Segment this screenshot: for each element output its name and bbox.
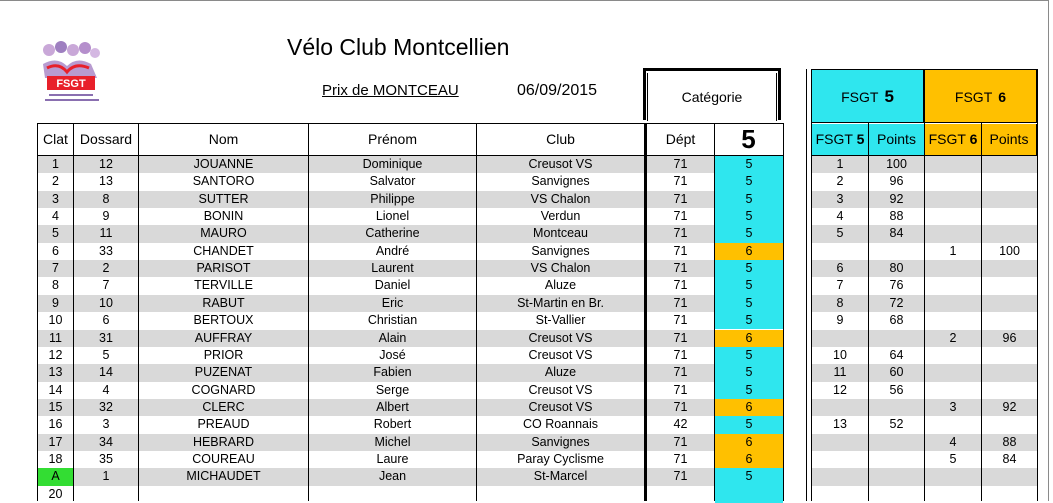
cell-clat: 16 bbox=[48, 417, 63, 432]
cell-club: Sanvignes bbox=[531, 434, 590, 449]
cell-dept: 71 bbox=[673, 243, 688, 258]
cell-clat: 1 bbox=[52, 157, 59, 171]
cell-dept: 71 bbox=[673, 261, 688, 276]
cell-p6 bbox=[982, 156, 1037, 173]
cell-p6 bbox=[982, 260, 1037, 277]
grid-v-points5-left bbox=[868, 123, 869, 501]
cell-dossard: 6 bbox=[102, 313, 110, 328]
cell-p6 bbox=[982, 468, 1037, 485]
grid-v-prenom-left bbox=[308, 123, 309, 501]
cell-c6 bbox=[925, 312, 981, 329]
cell-p5: 96 bbox=[889, 174, 904, 189]
table-row bbox=[0, 260, 1053, 277]
header-fsgt5-label: FSGT bbox=[815, 131, 853, 147]
cell-nom: COGNARD bbox=[191, 382, 256, 397]
table-row bbox=[0, 468, 1053, 485]
cell-c5 bbox=[812, 399, 868, 416]
header-nom: Nom bbox=[138, 124, 308, 155]
cell-dept: 71 bbox=[673, 191, 688, 206]
table-row bbox=[0, 347, 1053, 364]
cell-dept: 71 bbox=[673, 295, 688, 310]
table-row bbox=[0, 364, 1053, 381]
cell-p5 bbox=[869, 468, 924, 485]
cell-dossard: 35 bbox=[99, 451, 113, 466]
cell-prenom: Alain bbox=[378, 330, 407, 345]
cell-cat: 5 bbox=[715, 277, 783, 294]
cell-clat: 9 bbox=[52, 295, 59, 310]
table-row bbox=[0, 434, 1053, 451]
cell-prenom: Albert bbox=[376, 399, 409, 414]
cell-dept: 71 bbox=[673, 365, 688, 380]
cell-prenom: Salvator bbox=[369, 174, 416, 189]
cell-clat: 5 bbox=[52, 226, 59, 241]
cell-cat: 6 bbox=[715, 243, 783, 260]
cell-p6: 84 bbox=[1002, 451, 1017, 466]
cell-prenom: Catherine bbox=[365, 226, 420, 241]
header-prenom: Prénom bbox=[308, 124, 476, 155]
cell-p5: 56 bbox=[889, 382, 904, 397]
cell-dept: 71 bbox=[673, 209, 688, 224]
table-row bbox=[0, 416, 1053, 433]
cell-c5: 7 bbox=[836, 278, 844, 293]
table-row bbox=[0, 208, 1053, 225]
cell-c6 bbox=[925, 173, 981, 190]
cell-cat: 5 bbox=[715, 468, 783, 485]
cell-p6: 100 bbox=[999, 243, 1020, 258]
cell-dossard: 32 bbox=[99, 399, 113, 414]
cell-prenom: Lionel bbox=[375, 209, 410, 224]
cell-p5 bbox=[869, 486, 924, 503]
table-row bbox=[0, 243, 1053, 260]
cell-club: Creusot VS bbox=[528, 382, 593, 397]
cell-clat: 18 bbox=[48, 451, 63, 466]
cell-nom: SANTORO bbox=[192, 174, 255, 189]
cell-prenom: José bbox=[379, 347, 406, 362]
cell-prenom: Philippe bbox=[370, 191, 415, 206]
table-row bbox=[0, 330, 1053, 347]
cell-dossard: 3 bbox=[102, 417, 110, 432]
cell-c5: 4 bbox=[836, 209, 844, 224]
table-row bbox=[0, 486, 1053, 503]
cell-nom bbox=[139, 486, 308, 503]
cell-club: Verdun bbox=[540, 209, 581, 224]
cell-dept bbox=[647, 486, 714, 503]
grid-v-clat-left bbox=[37, 123, 38, 501]
cell-cat: 5 bbox=[715, 225, 783, 242]
cell-dossard: 7 bbox=[102, 278, 110, 293]
cell-p5 bbox=[869, 399, 924, 416]
cell-prenom: Fabien bbox=[373, 365, 412, 380]
frame-top-border bbox=[0, 0, 1048, 1]
cell-prenom: Jean bbox=[378, 469, 407, 484]
cell-p6: 88 bbox=[1002, 434, 1017, 449]
cell-prenom: Eric bbox=[381, 295, 404, 310]
cell-dossard: 34 bbox=[99, 434, 113, 449]
cell-dept: 71 bbox=[673, 226, 688, 241]
cell-nom: TERVILLE bbox=[194, 278, 253, 293]
category-label: Catégorie bbox=[681, 89, 743, 105]
cell-c6 bbox=[925, 295, 981, 312]
cell-clat: 2 bbox=[52, 174, 59, 189]
cell-clat: 4 bbox=[52, 209, 59, 224]
table-row bbox=[0, 399, 1053, 416]
logo-text: FSGT bbox=[56, 78, 86, 90]
cell-cat: 5 bbox=[715, 260, 783, 277]
cell-c6 bbox=[925, 347, 981, 364]
cell-c5: 3 bbox=[836, 191, 844, 206]
cell-cat: 5 bbox=[715, 364, 783, 381]
cell-club: Sanvignes bbox=[531, 174, 590, 189]
header-fsgt6 bbox=[924, 124, 981, 155]
cell-p6 bbox=[982, 312, 1037, 329]
cell-nom: PARISOT bbox=[196, 261, 251, 276]
cell-cat: 6 bbox=[715, 451, 783, 468]
header-points5: Points bbox=[868, 124, 924, 155]
cell-cat: 5 bbox=[715, 208, 783, 225]
cell-p6 bbox=[982, 382, 1037, 399]
cell-c5 bbox=[812, 434, 868, 451]
cell-p5: 60 bbox=[889, 365, 904, 380]
cell-c6: 5 bbox=[949, 451, 957, 466]
cell-clat: 14 bbox=[48, 382, 63, 397]
cell-prenom: Robert bbox=[373, 417, 412, 432]
cell-club: Creusot VS bbox=[528, 330, 593, 345]
cell-c5: 5 bbox=[836, 226, 844, 241]
cell-dept: 71 bbox=[673, 330, 688, 345]
header-dossard: Dossard bbox=[73, 124, 138, 155]
cell-club: Creusot VS bbox=[528, 347, 593, 362]
cell-prenom: Christian bbox=[367, 313, 418, 328]
cell-clat: 13 bbox=[48, 365, 63, 380]
cell-dept: 71 bbox=[673, 451, 688, 466]
cell-p6 bbox=[982, 191, 1037, 208]
grid-v-cat-right bbox=[783, 123, 784, 501]
cell-c6 bbox=[925, 486, 981, 503]
cell-c5 bbox=[812, 468, 868, 485]
cell-c5: 10 bbox=[833, 347, 847, 362]
cell-c6 bbox=[925, 277, 981, 294]
cell-p6 bbox=[982, 295, 1037, 312]
cell-c5 bbox=[812, 486, 868, 503]
cell-c6 bbox=[925, 364, 981, 381]
cell-c6 bbox=[925, 208, 981, 225]
table-row bbox=[0, 312, 1053, 329]
cell-cat: 6 bbox=[715, 399, 783, 416]
cell-p5: 68 bbox=[889, 313, 904, 328]
cell-nom: PUZENAT bbox=[194, 365, 253, 380]
cell-clat: 11 bbox=[49, 330, 62, 345]
cell-c5: 6 bbox=[836, 261, 844, 276]
cell-c5: 1 bbox=[836, 157, 844, 171]
cell-clat: 6 bbox=[52, 243, 59, 258]
cell-dossard: 8 bbox=[102, 191, 110, 206]
grid-v-points6-left bbox=[981, 123, 982, 501]
cell-dossard: 11 bbox=[99, 226, 113, 241]
cell-club: VS Chalon bbox=[530, 261, 591, 276]
grid-v-dept-left bbox=[644, 123, 647, 501]
table-row bbox=[0, 382, 1053, 399]
cell-prenom: Dominique bbox=[362, 157, 423, 171]
cell-dossard: 10 bbox=[99, 295, 113, 310]
grid-v-fsgt6-left bbox=[924, 69, 925, 501]
club-title: Vélo Club Montcellien bbox=[287, 34, 510, 60]
cell-nom: PRIOR bbox=[203, 347, 244, 362]
cell-p6: 96 bbox=[1002, 330, 1017, 345]
cell-dept: 71 bbox=[673, 313, 688, 328]
cell-dept: 71 bbox=[673, 434, 688, 449]
cell-dossard: 14 bbox=[99, 365, 113, 380]
cell-nom: BONIN bbox=[203, 209, 244, 224]
cell-p6 bbox=[982, 486, 1037, 503]
cell-p6 bbox=[982, 277, 1037, 294]
cell-club: Paray Cyclisme bbox=[517, 451, 604, 466]
header-club: Club bbox=[476, 124, 644, 155]
grid-v-sep-b bbox=[811, 69, 812, 501]
cell-club: CO Roannais bbox=[522, 417, 599, 432]
cell-p6 bbox=[982, 173, 1037, 190]
cell-nom: AUFFRAY bbox=[194, 330, 253, 345]
cell-c6: 4 bbox=[949, 434, 957, 449]
cell-clat: 15 bbox=[48, 399, 63, 414]
header-clat: Clat bbox=[37, 124, 73, 155]
grid-header-top bbox=[37, 123, 784, 124]
cell-nom: SUTTER bbox=[198, 191, 249, 206]
cell-c5: 13 bbox=[833, 417, 847, 432]
cell-nom: JOUANNE bbox=[193, 157, 254, 171]
cell-club: Aluze bbox=[544, 365, 577, 380]
cell-p5 bbox=[869, 451, 924, 468]
cell-dept: 42 bbox=[673, 417, 688, 432]
cell-cat: 6 bbox=[715, 330, 783, 347]
cell-cat: 5 bbox=[715, 295, 783, 312]
table-row bbox=[0, 173, 1053, 190]
cell-prenom bbox=[309, 486, 476, 503]
cell-dossard: 1 bbox=[102, 469, 110, 484]
cell-dossard: 33 bbox=[99, 243, 113, 258]
cell-clat: 12 bbox=[48, 347, 63, 362]
cell-c5: 2 bbox=[836, 174, 844, 189]
cell-club: St-Marcel bbox=[533, 469, 588, 484]
cell-clat: 7 bbox=[52, 261, 59, 276]
cell-p6 bbox=[982, 208, 1037, 225]
cell-cat bbox=[715, 486, 783, 503]
cell-p5 bbox=[869, 243, 924, 260]
cell-c6: 2 bbox=[949, 330, 957, 345]
cell-cat: 5 bbox=[715, 312, 783, 329]
category-value: 5 bbox=[741, 124, 756, 154]
grid-v-right bbox=[1037, 69, 1038, 501]
cell-c6 bbox=[925, 156, 981, 173]
fsgt6-group-number: 6 bbox=[998, 89, 1007, 105]
cell-club: St-Martin en Br. bbox=[517, 295, 604, 310]
cell-prenom: Laurent bbox=[371, 261, 414, 276]
cell-nom: CHANDET bbox=[193, 243, 254, 258]
header-points6: Points bbox=[981, 124, 1037, 155]
race-name: Prix de MONTCEAU bbox=[322, 82, 459, 99]
cell-dept: 71 bbox=[673, 399, 688, 414]
cell-c6 bbox=[925, 191, 981, 208]
cell-prenom: Daniel bbox=[374, 278, 411, 293]
cell-c6 bbox=[925, 416, 981, 433]
cell-club: Creusot VS bbox=[528, 157, 593, 171]
cell-c6: 1 bbox=[949, 243, 957, 258]
cell-dossard: 2 bbox=[102, 261, 110, 276]
header-dept: Dépt bbox=[644, 124, 714, 155]
cell-prenom: André bbox=[375, 243, 410, 258]
cell-p5: 72 bbox=[889, 295, 904, 310]
cell-c6 bbox=[925, 468, 981, 485]
cell-clat: 3 bbox=[52, 191, 59, 206]
fsgt-logo bbox=[37, 38, 107, 106]
cell-prenom: Serge bbox=[375, 382, 410, 397]
cell-c6 bbox=[925, 260, 981, 277]
header-fsgt5-num: 5 bbox=[856, 131, 865, 147]
grid-v-cat-left bbox=[714, 123, 715, 501]
cell-p5: 88 bbox=[889, 209, 904, 224]
cell-clat: 20 bbox=[48, 486, 63, 501]
cell-cat: 6 bbox=[715, 434, 783, 451]
fsgt5-group-label: FSGT bbox=[841, 89, 879, 105]
cell-prenom: Michel bbox=[374, 434, 411, 449]
cell-c5 bbox=[812, 451, 868, 468]
table-row bbox=[0, 156, 1053, 173]
cell-dossard: 12 bbox=[99, 157, 113, 171]
cell-nom: HEBRARD bbox=[192, 434, 255, 449]
cell-p5: 80 bbox=[889, 261, 904, 276]
cell-nom: PREAUD bbox=[197, 417, 250, 432]
cell-club: Sanvignes bbox=[531, 243, 590, 258]
cell-cat: 5 bbox=[715, 382, 783, 399]
cell-clat: 10 bbox=[48, 313, 63, 328]
cell-dossard: 13 bbox=[99, 174, 113, 189]
cell-clat: 8 bbox=[52, 278, 59, 293]
cell-dept: 71 bbox=[673, 469, 688, 484]
cell-dossard: 31 bbox=[99, 330, 113, 345]
header-fsgt5 bbox=[811, 124, 868, 155]
cell-dossard: 9 bbox=[102, 209, 110, 224]
cell-p6 bbox=[982, 225, 1037, 242]
cell-club: St-Vallier bbox=[535, 313, 586, 328]
cell-p6 bbox=[982, 364, 1037, 381]
cell-clat: A bbox=[38, 468, 73, 485]
cell-p6 bbox=[982, 347, 1037, 364]
cell-dossard bbox=[74, 486, 138, 503]
header-fsgt6-label: FSGT bbox=[928, 131, 966, 147]
cell-p5 bbox=[869, 330, 924, 347]
cell-nom: RABUT bbox=[202, 295, 245, 310]
cell-cat: 5 bbox=[715, 173, 783, 190]
cell-c6 bbox=[925, 225, 981, 242]
cell-p5: 100 bbox=[886, 157, 907, 171]
fsgt5-group-header bbox=[811, 69, 924, 123]
cell-nom: CLERC bbox=[202, 399, 245, 414]
cell-dossard: 5 bbox=[102, 347, 110, 362]
grid-v-dossard-left bbox=[73, 123, 74, 501]
cell-c5 bbox=[812, 330, 868, 347]
cell-club: VS Chalon bbox=[530, 191, 591, 206]
cell-cat: 5 bbox=[715, 156, 783, 173]
cell-p5: 76 bbox=[889, 278, 904, 293]
cell-nom: MICHAUDET bbox=[186, 469, 261, 484]
cell-prenom: Laure bbox=[376, 451, 409, 466]
table-row bbox=[0, 225, 1053, 242]
cell-p5: 64 bbox=[889, 347, 904, 362]
cell-p6: 92 bbox=[1002, 399, 1017, 414]
table-row bbox=[0, 295, 1053, 312]
cell-dept: 71 bbox=[673, 382, 688, 397]
cell-c5 bbox=[812, 243, 868, 260]
table-row bbox=[0, 451, 1053, 468]
cell-p6 bbox=[982, 416, 1037, 433]
cell-dept: 71 bbox=[673, 278, 688, 293]
cell-c5: 8 bbox=[836, 295, 844, 310]
cell-dept: 71 bbox=[673, 157, 688, 171]
cell-cat: 5 bbox=[715, 416, 783, 433]
header-fsgt6-num: 6 bbox=[969, 131, 978, 147]
cell-club: Aluze bbox=[544, 278, 577, 293]
cell-cat: 5 bbox=[715, 191, 783, 208]
fsgt5-group-number: 5 bbox=[884, 87, 894, 106]
cell-p5: 84 bbox=[889, 226, 904, 241]
cell-club: Creusot VS bbox=[528, 399, 593, 414]
cell-c5: 12 bbox=[833, 382, 847, 397]
cell-c6 bbox=[925, 382, 981, 399]
cell-dept: 71 bbox=[673, 347, 688, 362]
cell-nom: COUREAU bbox=[192, 451, 255, 466]
cell-c6: 3 bbox=[949, 399, 957, 414]
fsgt6-group-label: FSGT bbox=[954, 89, 993, 105]
cell-c5: 9 bbox=[836, 313, 844, 328]
grid-v-sep-a bbox=[806, 69, 807, 501]
cell-p5: 52 bbox=[889, 417, 904, 432]
race-date: 06/09/2015 bbox=[517, 82, 598, 99]
cell-p5: 92 bbox=[889, 191, 904, 206]
cell-p5 bbox=[869, 434, 924, 451]
cell-c5: 11 bbox=[833, 365, 847, 380]
cell-nom: MAURO bbox=[200, 226, 247, 241]
grid-v-nom-left bbox=[138, 123, 139, 501]
grid-v-club-left bbox=[476, 123, 477, 501]
fsgt6-group-header bbox=[924, 69, 1037, 123]
cell-club: Montceau bbox=[533, 226, 588, 241]
cell-nom: BERTOUX bbox=[193, 313, 254, 328]
cell-dossard: 4 bbox=[102, 382, 110, 397]
cell-club bbox=[477, 486, 644, 503]
table-row bbox=[0, 191, 1053, 208]
grid-header-bottom bbox=[37, 155, 784, 156]
cell-cat: 5 bbox=[715, 347, 783, 364]
table-row bbox=[0, 277, 1053, 294]
cell-clat: 17 bbox=[48, 434, 63, 449]
cell-dept: 71 bbox=[673, 174, 688, 189]
